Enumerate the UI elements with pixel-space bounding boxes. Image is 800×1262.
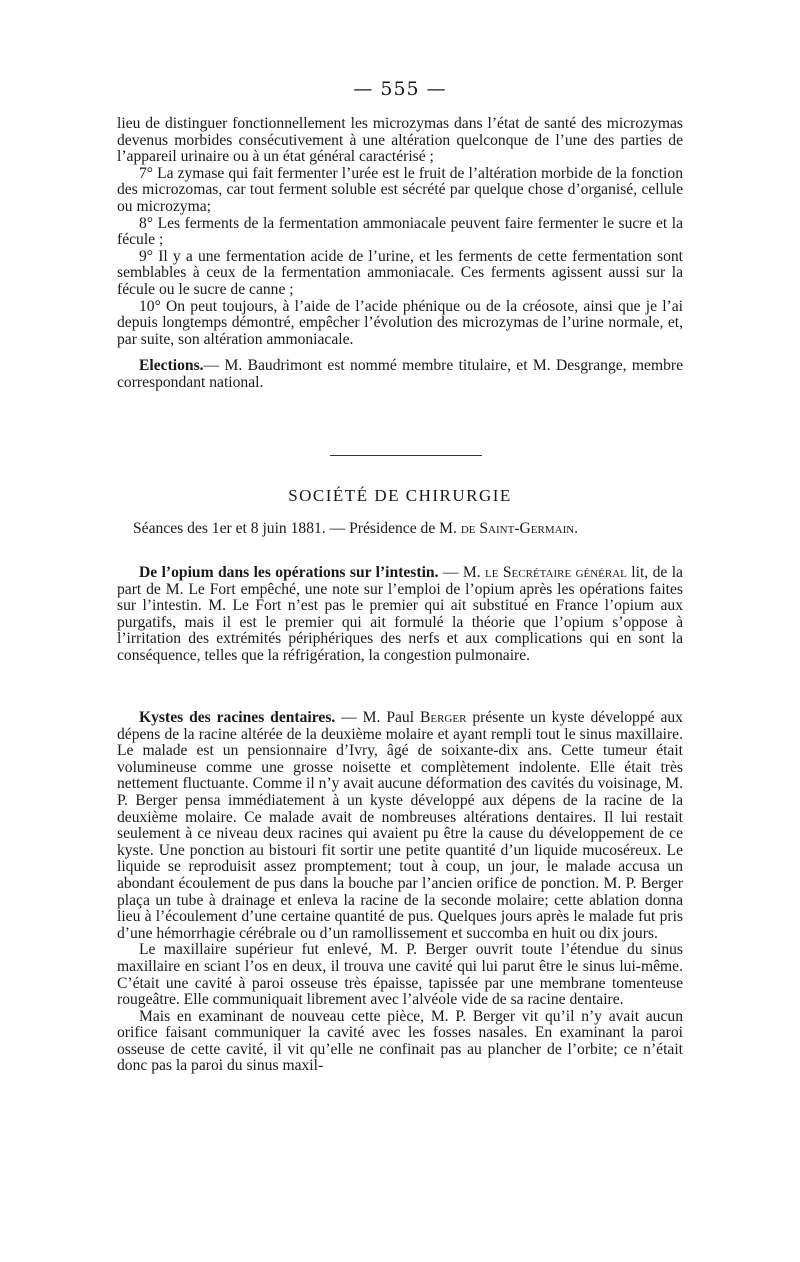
opium-text: lit, de la part de M. Le Fort empêché, une note sur l’emploi de l’opium après les opérations faites sur l’intestin. M. Le Fort n’est pas le premier qui ait substitué en France l’opium aux purgatifs, mais il est le premier qui ait formulé la théorie que l’opium s’oppose à l’irritation des extrémités périphériques des nerfs et aux complications qui en sont la conséquence, telles que la réfrigération, la congestion pulmonaire. (117, 564, 683, 664)
elections-title: Elections. (139, 357, 204, 375)
society-title: SOCIÉTÉ DE CHIRURGIE (288, 486, 512, 505)
opium-secretary: le Secrétaire général (485, 564, 627, 581)
item-10: 10° On peut toujours, à l’aide de l’acide phénique ou de la créosote, ainsi que je l’ai depuis longtemps démontré, empêcher l’évolution des microzymas de l’urine normale, et, par suite, son altération ammoniacale. (117, 297, 683, 348)
item-7: 7° La zymase qui fait fermenter l’urée est le fruit de l’altération morbide de la fonction des microzomas, car tout ferment soluble est sécrété par quelque chose d’organisé, cellule ou microzyma; (117, 164, 683, 215)
kystes-paragraph (117, 710, 683, 942)
kystes-section (117, 710, 683, 1075)
page-number: — 555 — (353, 78, 447, 100)
session-prefix: Séances des 1er et 8 juin 1881. — Présidence de M. (133, 520, 461, 537)
kystes-berger: Berger (419, 709, 467, 726)
examen-paragraph: Mais en examinant de nouveau cette pièce, M. P. Berger vit qu’il n’y avait aucun orifice faisant communiquer la cavité avec les fosses nasales. En examinant la paroi osseuse de cette cavité, il vit qu’elle ne confinait pas au plancher de l’orbite; ce n’était donc pas la paroi du sinus maxil- (117, 1007, 683, 1075)
opium-title: De l’opium dans les opérations sur l’intestin. (139, 564, 439, 581)
item-9: 9° Il y a une fermentation acide de l’urine, et les ferments de cette fermentation sont semblables à ceux de la fermentation ammoniacale. Ces ferments agissent aussi sur la fécule ou le sucre de canne ; (117, 247, 683, 298)
section-divider (330, 455, 482, 456)
opium-section (117, 565, 683, 665)
opium-dash: — M. (438, 564, 486, 581)
elections-text: — M. Baudrimont est nommé membre titulaire, et M. Desgrange, membre correspondant national. (117, 357, 683, 391)
kystes-text: présente un kyste développé aux dépens de la racine altérée de la deuxième molaire et ayant rempli tout le sinus maxillaire. Le malade est un pensionnaire d’Ivry, âgé de soixante-dix ans. Cette tumeur était volumineuse comme une grosse noisette et complètement indolente. Elle était très nettement fluctuante. Comme il n’y avait aucune déformation des cavités du voisinage, M. P. Berger pensa immédiatement à un kyste développé aux dépens de la racine de la deuxième molaire. Ce malade avait de nombreuses altérations dentaires. Il lui restait seulement à ce niveau deux racines qui avaient pu être la cause du développement de ce kyste. Une ponction au bistouri fit sortir une petite quantité d’un liquide mucoséreux. Le liquide se reproduisit assez promptement; tout à coup, un jour, le malade accusa un abondant écoulement de pus dans la bouche par l’ancien orifice de ponction. M. P. Berger plaça un tube à drainage et enleva la racine de la seconde molaire; cette ablation donna lieu à l’écoulement d’une certaine quantité de pus. Quelques jours après le malade fut pris d’une hémorrhagie cérébrale ou d’un ramollissement et succomba en huit ou dix jours. (117, 709, 683, 942)
item-8: 8° Les ferments de la fermentation ammoniacale peuvent faire fermenter le sucre et la fécule ; (117, 214, 683, 249)
session-line (133, 520, 683, 538)
report-continuation (117, 116, 683, 392)
kystes-title: Kystes des racines dentaires. (139, 709, 336, 726)
intro-paragraph: lieu de distinguer fonctionnellement les microzymas dans l’état de santé des microzymas devenus morbides consécutivement à une altération quelconque de l’une des parties de l’appareil urinaire ou à un état général caractérisé ; (117, 115, 683, 166)
elections-paragraph (117, 358, 683, 391)
session-president: de Saint-Germain. (460, 520, 579, 537)
opium-paragraph (117, 565, 683, 665)
kystes-dash: — M. Paul (335, 709, 420, 726)
maxillaire-paragraph: Le maxillaire supérieur fut enlevé, M. P. Berger ouvrit toute l’étendue du sinus maxillaire en sciant l’os en deux, il trouva une cavité qui lui parut être le sinus lui-même. C’était une cavité à paroi osseuse très épaisse, tapissée par une membrane tomenteuse rougeâtre. Elle communiquait librement avec l’alvéole vide de sa racine dentaire. (117, 941, 683, 1009)
